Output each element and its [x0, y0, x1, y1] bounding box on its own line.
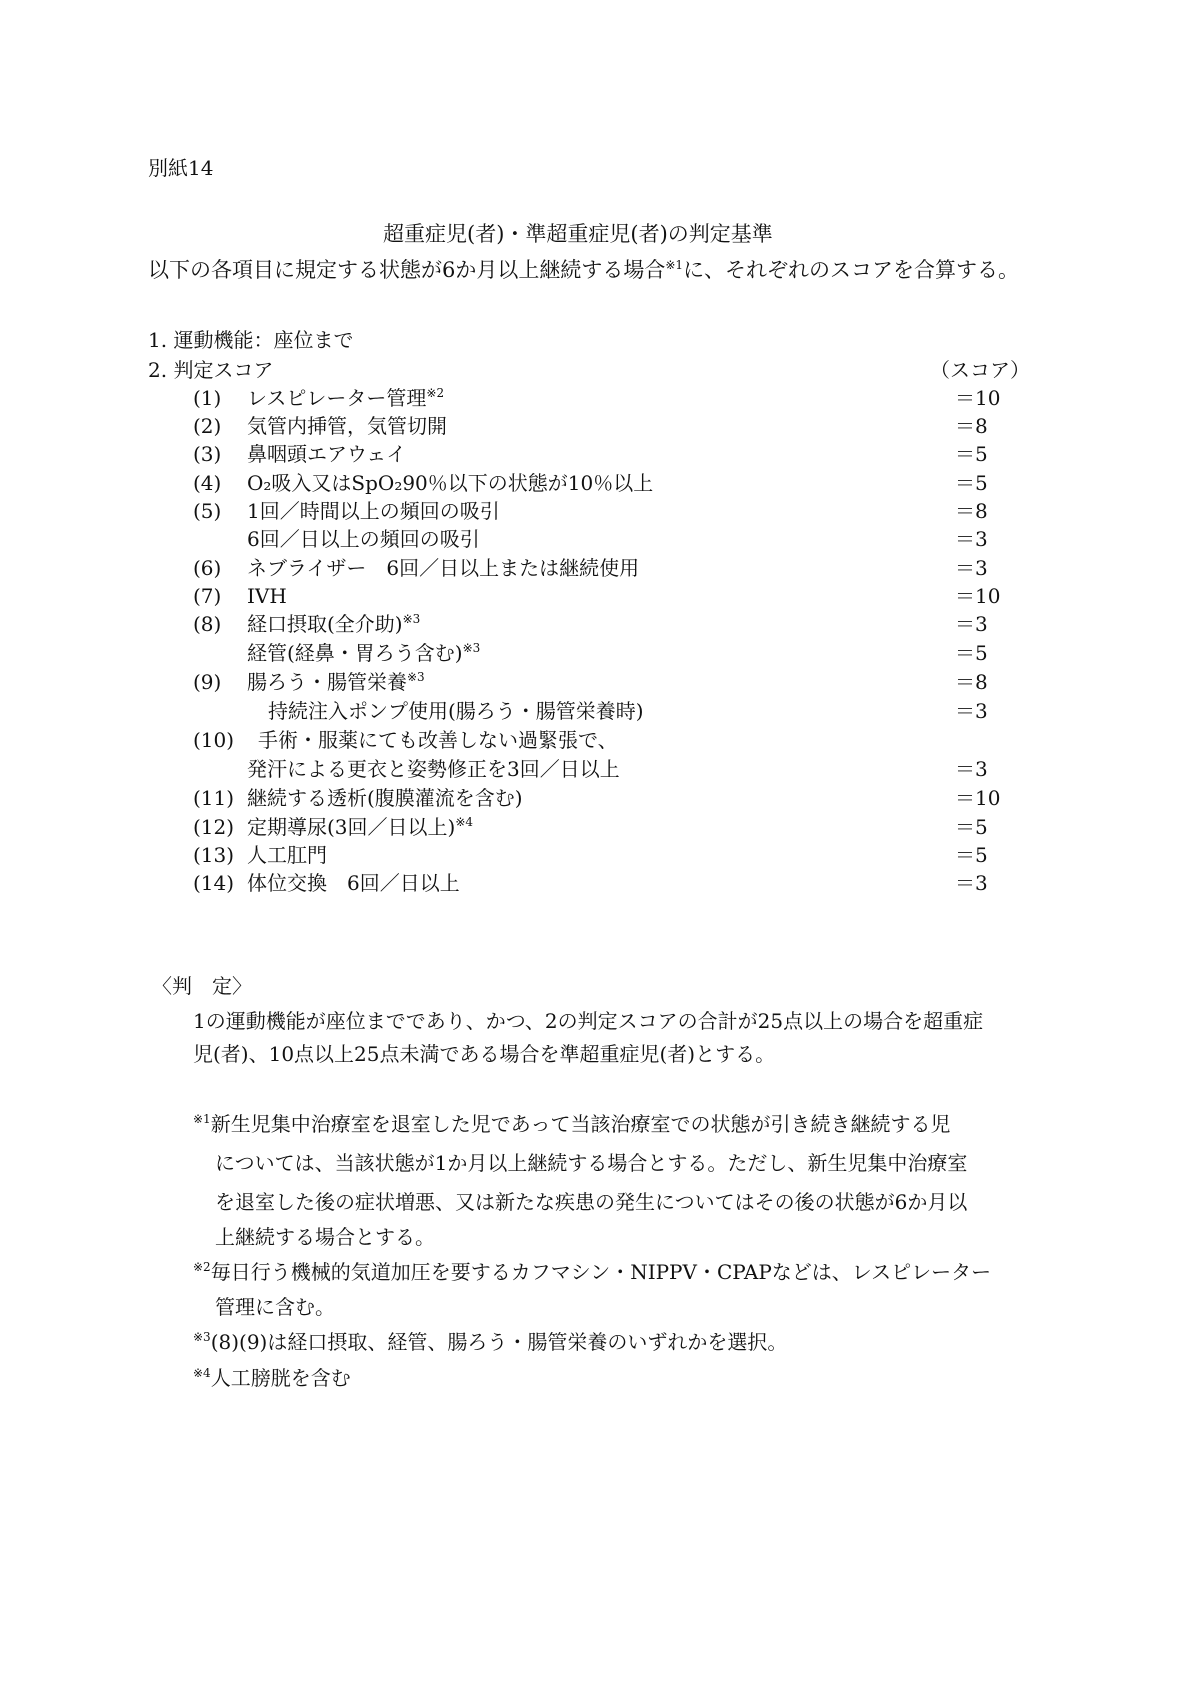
footnote-mark: ※4 — [193, 1366, 211, 1380]
item-footnote-mark: ※2 — [426, 386, 445, 400]
item-label: 定期導尿(3回／日以上)$^{※4}$ — [247, 815, 474, 839]
section-motor-function: 1. 運動機能：座位まで — [148, 328, 354, 352]
judgement-heading: 〈判 定〉 — [152, 974, 252, 998]
item-number: (4) — [193, 471, 222, 495]
item-number: (5) — [193, 499, 222, 523]
item-score: ＝3 — [955, 612, 988, 636]
score-item — [0, 527, 1181, 551]
score-item — [0, 786, 1181, 810]
item-number: (7) — [193, 584, 222, 608]
item-label: 経管(経鼻・胃ろう含む)$^{※3}$ — [247, 641, 481, 665]
attachment-label: 別紙14 — [148, 156, 214, 180]
score-item — [0, 728, 1181, 752]
item-score: ＝5 — [955, 815, 988, 839]
item-number: (13) — [193, 843, 235, 867]
item-number: (2) — [193, 414, 222, 438]
score-item — [0, 699, 1181, 723]
item-label: 発汗による更衣と姿勢修正を3回／日以上 — [247, 757, 620, 781]
item-number: (10) — [193, 728, 235, 752]
item-number: (11) — [193, 786, 235, 810]
score-item — [0, 442, 1181, 466]
footnote-1-line: 上継続する場合とする。 — [215, 1225, 435, 1249]
footnote-2-line: 管理に含む。 — [215, 1295, 335, 1319]
score-item — [0, 757, 1181, 781]
item-number: (12) — [193, 815, 235, 839]
item-footnote-mark: ※3 — [462, 641, 481, 655]
item-score: ＝3 — [955, 757, 988, 781]
footnote-1: $^{※1}$新生児集中治療室を退室した児であって当該治療室での状態が引き続き継続する児 — [193, 1112, 951, 1136]
footnote-1-line: を退室した後の症状増悪、又は新たな疾患の発生についてはその後の状態が6か月以 — [215, 1190, 968, 1214]
item-score: ＝8 — [955, 670, 988, 694]
score-item — [0, 670, 1181, 694]
score-item — [0, 584, 1181, 608]
document-title: 超重症児(者)・準超重症児(者)の判定基準 — [383, 222, 773, 246]
footnote-4: $^{※4}$人工膀胱を含む — [193, 1366, 351, 1390]
item-score: ＝3 — [955, 699, 988, 723]
item-score: ＝5 — [955, 641, 988, 665]
footnote-mark: ※2 — [193, 1260, 211, 1274]
item-number: (8) — [193, 612, 222, 636]
item-label: IVH — [247, 584, 287, 608]
item-label: 6回／日以上の頻回の吸引 — [247, 527, 480, 551]
item-score: ＝3 — [955, 527, 988, 551]
item-score: ＝10 — [955, 584, 1001, 608]
item-score: ＝8 — [955, 499, 988, 523]
item-number: (14) — [193, 871, 235, 895]
item-label: 経口摂取(全介助)$^{※3}$ — [247, 612, 421, 636]
item-label: 持続注入ポンプ使用(腸ろう・腸管栄養時) — [268, 699, 644, 723]
item-score: ＝5 — [955, 442, 988, 466]
lead-tail: に、それぞれのスコアを合算する。 — [683, 258, 1020, 282]
item-score: ＝5 — [955, 843, 988, 867]
lead-sentence — [148, 258, 1019, 282]
item-label: 人工肛門 — [247, 843, 327, 867]
item-label: 1回／時間以上の頻回の吸引 — [247, 499, 500, 523]
score-item — [0, 414, 1181, 438]
judgement-line-1: 1の運動機能が座位までであり、かつ、2の判定スコアの合計が25点以上の場合を超重症 — [193, 1009, 984, 1033]
item-score: ＝10 — [955, 386, 1001, 410]
item-label: 鼻咽頭エアウェイ — [247, 442, 407, 466]
score-item — [0, 471, 1181, 495]
item-number: (9) — [193, 670, 222, 694]
item-score: ＝3 — [955, 556, 988, 580]
score-item — [0, 386, 1181, 410]
item-label: ネブライザー 6回／日以上または継続使用 — [247, 556, 640, 580]
judgement-line-2: 児(者)、10点以上25点未満である場合を準超重症児(者)とする。 — [193, 1042, 776, 1066]
lead-text: 以下の各項目に規定する状態が6か月以上継続する場合 — [148, 258, 666, 282]
item-score: ＝5 — [955, 471, 988, 495]
item-footnote-mark: ※4 — [455, 815, 474, 829]
item-label: レスピレーター管理$^{※2}$ — [247, 386, 445, 410]
score-item — [0, 556, 1181, 580]
score-item — [0, 815, 1181, 839]
item-score: ＝10 — [955, 786, 1001, 810]
footnote-1-line: については、当該状態が1か月以上継続する場合とする。ただし、新生児集中治療室 — [215, 1151, 968, 1175]
item-footnote-mark: ※3 — [407, 670, 425, 684]
item-label: 腸ろう・腸管栄養$^{※3}$ — [247, 670, 425, 694]
score-item — [0, 499, 1181, 523]
item-number: (1) — [193, 386, 222, 410]
section-score: 2. 判定スコア — [148, 358, 274, 382]
footnote-mark: ※3 — [193, 1330, 211, 1344]
item-label: 体位交換 6回／日以上 — [247, 871, 460, 895]
score-item — [0, 871, 1181, 895]
score-item — [0, 641, 1181, 665]
footnote-2: $^{※2}$毎日行う機械的気道加圧を要するカフマシン・NIPPV・CPAPなどは、レスピレーター — [193, 1260, 992, 1284]
score-item — [0, 843, 1181, 867]
score-item — [0, 612, 1181, 636]
score-column-header: （スコア） — [930, 358, 1030, 382]
item-number: (3) — [193, 442, 222, 466]
item-footnote-mark: ※3 — [402, 612, 421, 626]
footnote-mark: ※1 — [193, 1112, 211, 1126]
footnote-3: $^{※3}$(8)(9)は経口摂取、経管、腸ろう・腸管栄養のいずれかを選択。 — [193, 1330, 788, 1354]
item-label: 継続する透析(腹膜灌流を含む) — [247, 786, 523, 810]
lead-footnote-mark: ※1 — [665, 258, 684, 272]
item-number: (6) — [193, 556, 222, 580]
item-label: 気管内挿管，気管切開 — [247, 414, 447, 438]
item-label: O₂吸入又はSpO₂90％以下の状態が10％以上 — [247, 471, 654, 495]
item-score: ＝8 — [955, 414, 988, 438]
item-score: ＝3 — [955, 871, 988, 895]
item-label: 手術・服薬にても改善しない過緊張で、 — [258, 728, 618, 752]
